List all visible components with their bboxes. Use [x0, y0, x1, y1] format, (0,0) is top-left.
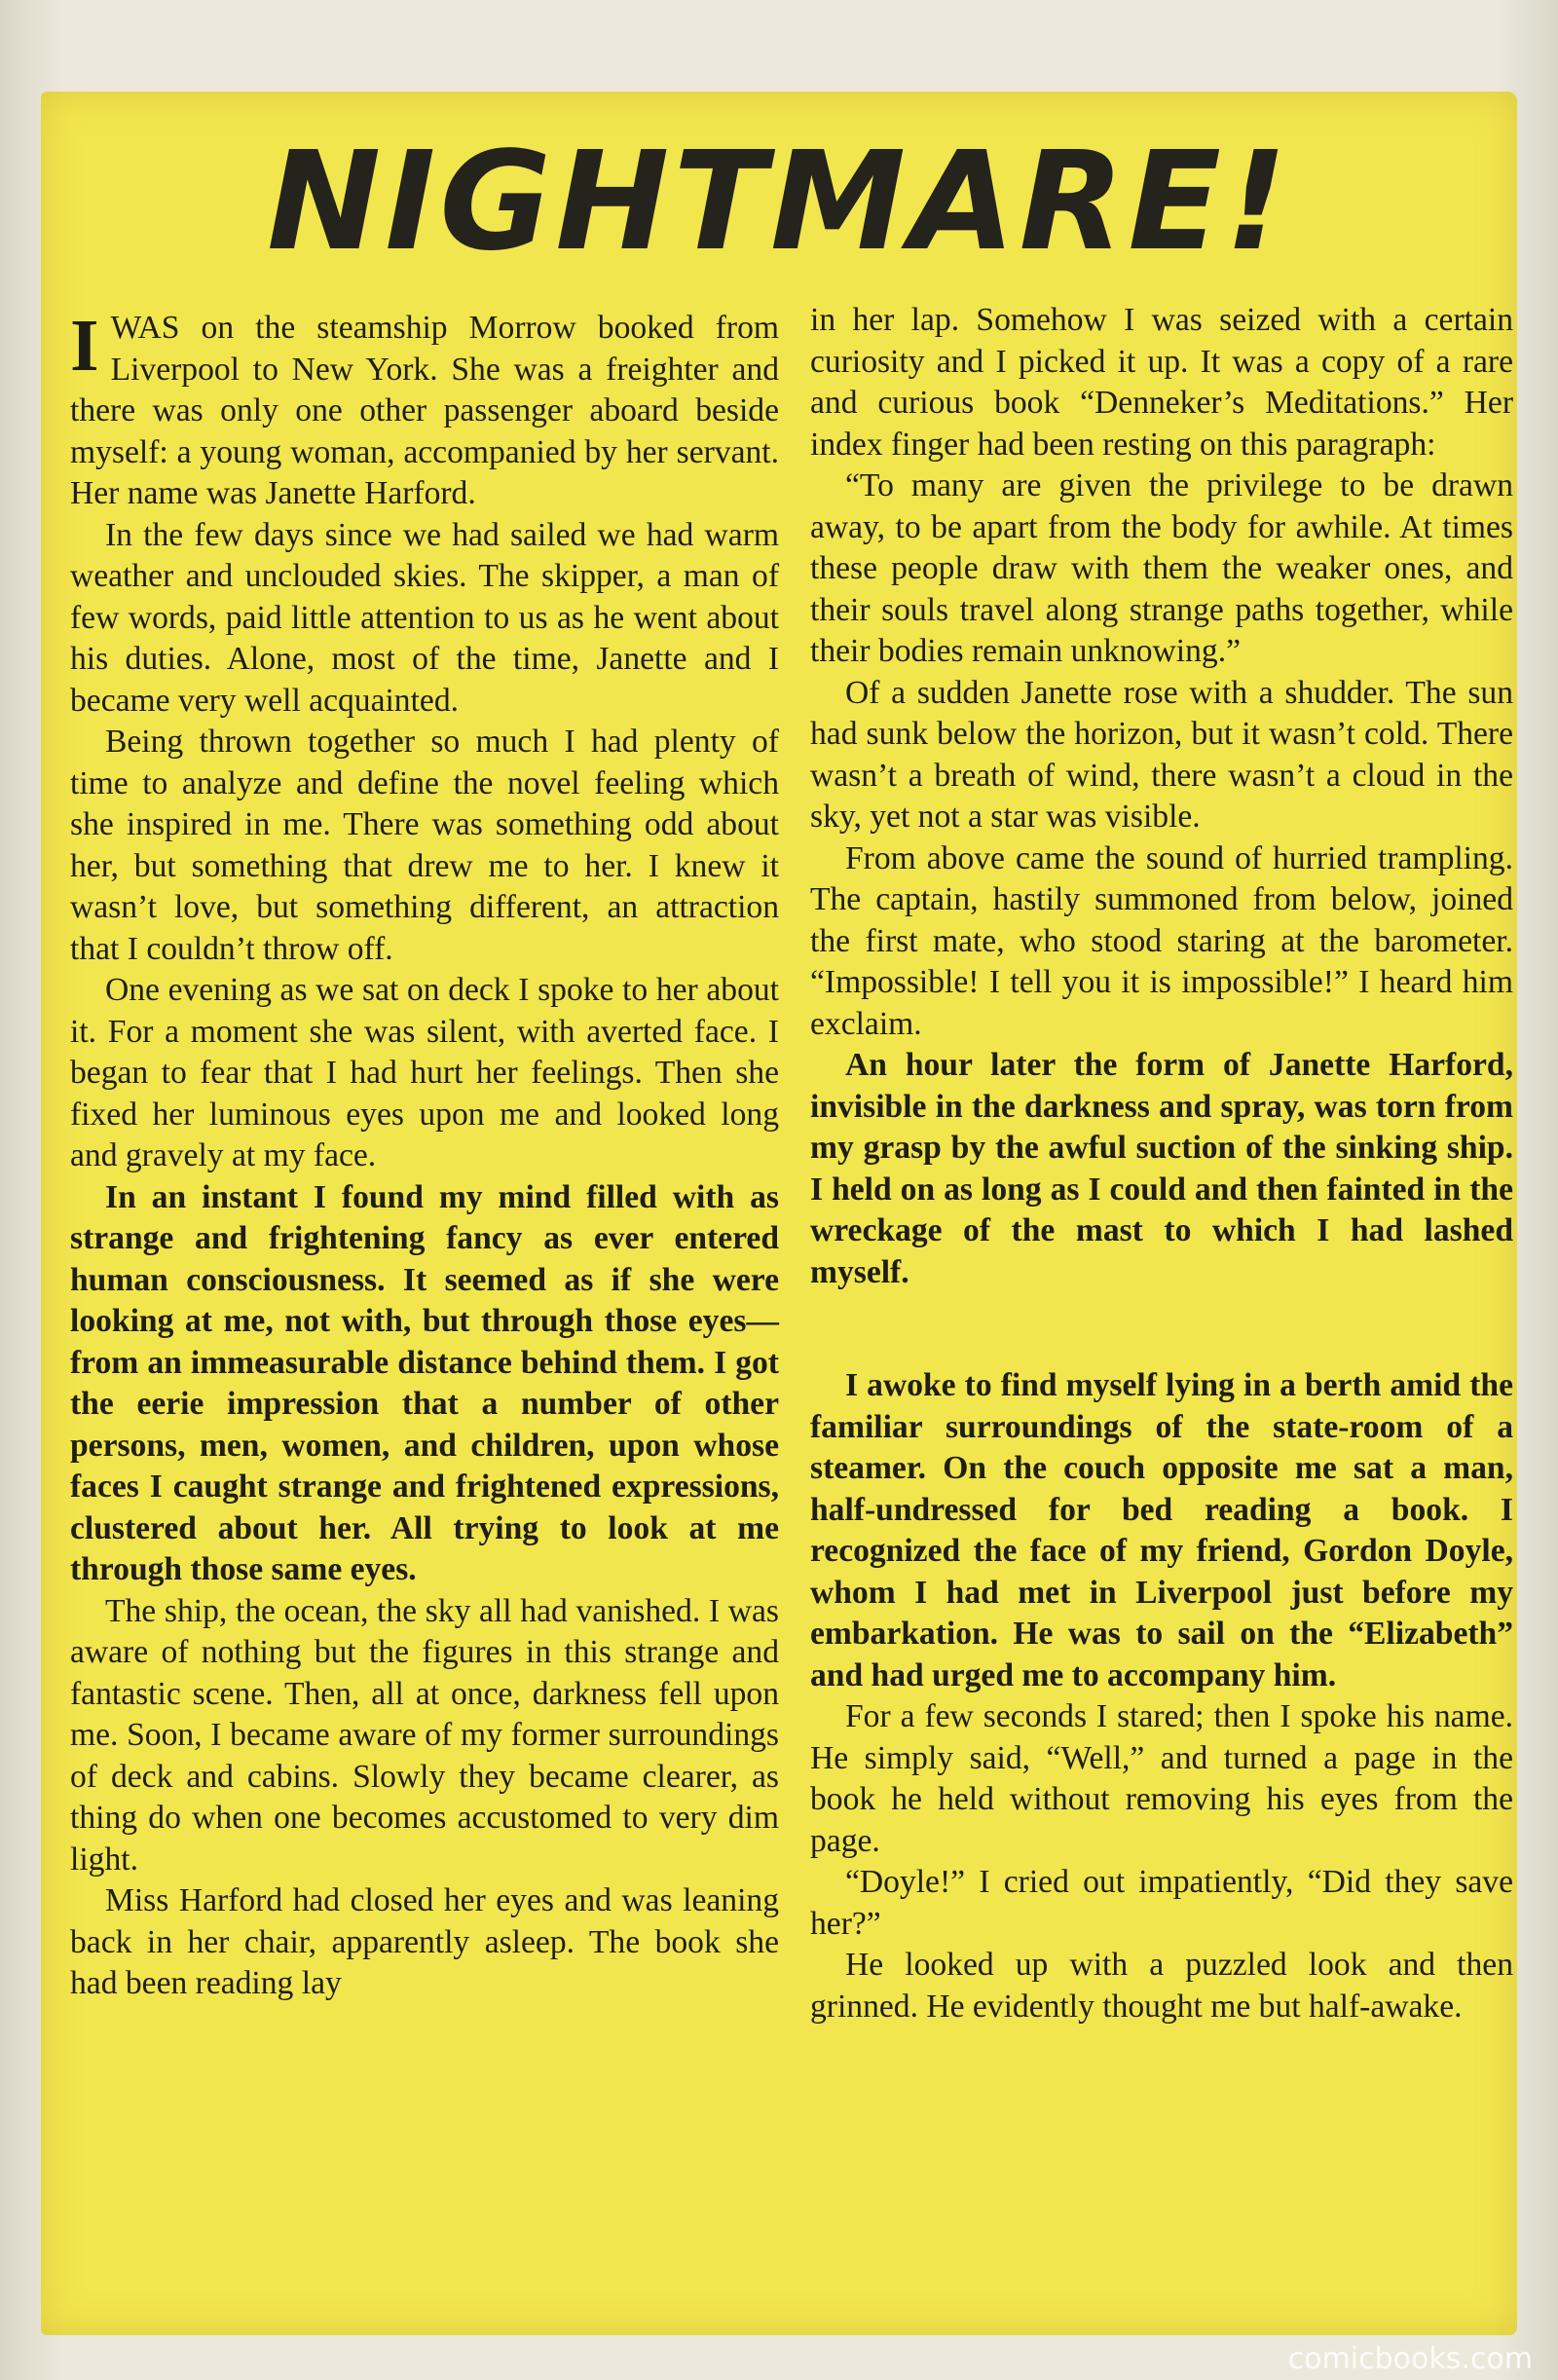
left-column	[70, 305, 779, 2005]
paragraph-6: The ship, the ocean, the sky all had vanished. I was aware of nothing but the figures in this strange and fantastic scene. Then, all at once, darkness fell upon me. Soon, I became aware of my former surroundings of deck and cabins. Slowly they became clearer, as thing do when one becomes accustomed to very dim light.	[70, 1592, 779, 1878]
paragraph-11: From above came the sound of hurried trampling. The captain, hastily summoned from below, joined the first mate, who stood staring at the barometer. “Impossible! I tell you it is impossible!” I heard him exclaim.	[810, 839, 1513, 1042]
paragraph-9: “To many are given the privilege to be drawn away, to be apart from the body for awhile. At times these people draw with them the weaker ones, and their souls travel along strange paths together, while their bodies remain unknowing.”	[810, 467, 1513, 669]
drop-cap: I	[70, 305, 99, 387]
section-break	[810, 1293, 1513, 1365]
paragraph-10: Of a sudden Janette rose with a shudder. The sun had sunk below the horizon, but it wasn’t cold. There wasn’t a breath of wind, there wasn’t a cloud in the sky, yet not a star was visible.	[810, 674, 1513, 835]
paragraph-1-text: WAS on the steamship Morrow booked from Liverpool to New York. She was a freighter and there was only one other passenger aboard beside myself: a young woman, accompanied by her servant. Her name was Janette Harford.	[70, 310, 779, 511]
paragraph-12: An hour later the form of Janette Harford, invisible in the darkness and spray, was torn from my grasp by the awful suction of the sinking ship. I held on as long as I could and then fainted in the wreckage of the mast to which I had lashed myself.	[810, 1047, 1513, 1290]
paragraph-1	[70, 305, 779, 515]
paragraph-13: I awoke to find myself lying in a berth amid the familiar surroundings of the state-room of a steamer. On the couch opposite me sat a man, half-undressed for bed reading a book. I recognized the face of my friend, Gordon Doyle, whom I had met in Liverpool just before my embarkation. He was to sail on the “Elizabeth” and had urged me to accompany him.	[810, 1367, 1513, 1693]
right-column	[810, 300, 1513, 2027]
story-title: NIGHTMARE!	[267, 123, 1291, 281]
paragraph-8: in her lap. Somehow I was seized with a certain curiosity and I picked it up. It was a copy of a rare and curious book “Denneker’s Meditations.” Her index finger had been resting on this paragraph:	[810, 302, 1513, 463]
paragraph-5: In an instant I found my mind filled with as strange and frightening fancy as ever entered human consciousness. It seemed as if she were looking at me, not with, but through those eyes—from an immeasurable distance behind them. I got the eerie impression that a number of other persons, men, women, and children, upon whose faces I caught strange and frightened expressions, clustered about her. All trying to look at me through those same eyes.	[70, 1178, 779, 1587]
paragraph-14: For a few seconds I stared; then I spoke his name. He simply said, “Well,” and turned a page in the book he held without removing his eyes from the page.	[810, 1698, 1513, 1859]
paragraph-7: Miss Harford had closed her eyes and was leaning back in her chair, apparently asleep. The book she had been reading lay	[70, 1882, 779, 2001]
paragraph-3: Being thrown together so much I had plenty of time to analyze and define the novel feeling which she inspired in me. There was something odd about her, but something that drew me to her. I knew it wasn’t love, but something different, an attraction that I couldn’t throw off.	[70, 724, 779, 967]
watermark-text: comicbooks.com	[1287, 2342, 1533, 2376]
paragraph-4: One evening as we sat on deck I spoke to her about it. For a moment she was silent, with averted face. I began to fear that I had hurt her feelings. Then she fixed her luminous eyes upon me and looked long and gravely at my face.	[70, 972, 779, 1173]
story-panel	[41, 92, 1517, 2335]
paragraph-16: He looked up with a puzzled look and then grinned. He evidently thought me but half-awake.	[810, 1947, 1513, 2025]
paragraph-2: In the few days since we had sailed we had warm weather and unclouded skies. The skipper, a man of few words, paid little attention to us as he went about his duties. Alone, most of the time, Janette and I became very well acquainted.	[70, 516, 779, 719]
paragraph-15: “Doyle!” I cried out impatiently, “Did they save her?”	[810, 1864, 1513, 1942]
